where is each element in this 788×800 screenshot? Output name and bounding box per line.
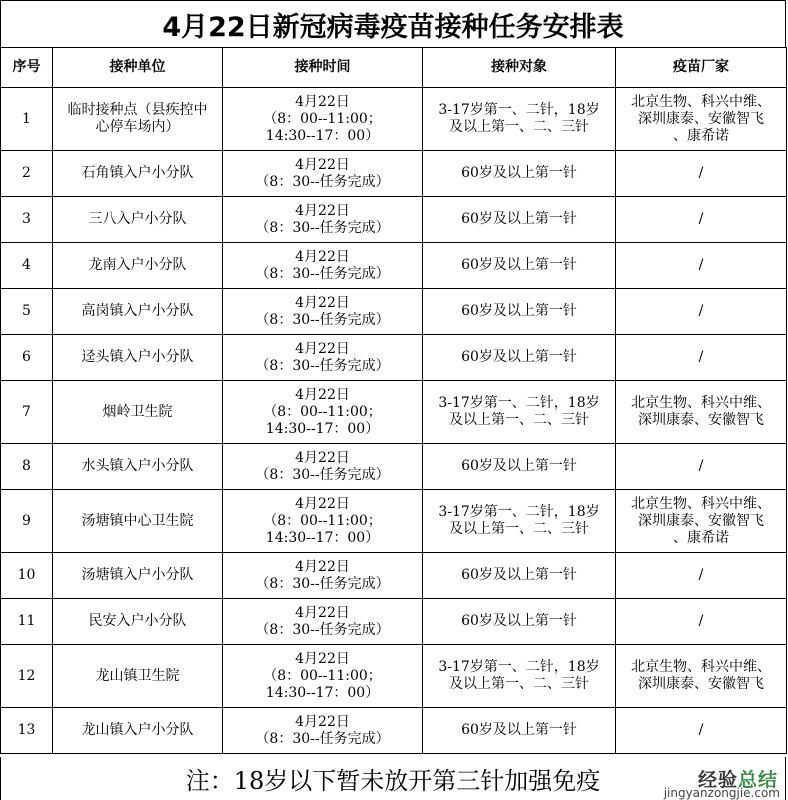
- cell-unit: [53, 88, 223, 151]
- cell-vendor: [616, 243, 787, 289]
- cell-unit-text: 汤塘镇中心卫生院: [81, 512, 194, 529]
- cell-no-text: 11: [17, 613, 36, 629]
- cell-no-text: 2: [22, 165, 31, 181]
- cell-no-text: 13: [17, 722, 36, 738]
- table-row: [1, 490, 787, 553]
- cell-vendor-text: /: [698, 211, 704, 227]
- cell-time-text: 4月22日 （8：30--任务完成）: [255, 156, 390, 190]
- table-row: [1, 243, 787, 289]
- cell-no-text: 4: [22, 257, 31, 273]
- cell-vendor-text: 北京生物、科兴中维、 深圳康泰、安徽智飞 、康希诺: [631, 93, 771, 144]
- cell-no: [1, 88, 53, 151]
- cell-target: [423, 599, 616, 645]
- cell-target-text: 60岁及以上第一针: [461, 613, 577, 629]
- cell-no-text: 1: [22, 110, 31, 127]
- cell-time: [223, 289, 423, 335]
- cell-vendor-text: 北京生物、科兴中维、 深圳康泰、安徽智飞: [631, 395, 771, 428]
- cell-no-text: 8: [22, 458, 31, 474]
- cell-time: [223, 151, 423, 197]
- cell-time-text: 4月22日 （8：30--任务完成）: [255, 713, 390, 747]
- cell-unit: [53, 553, 223, 599]
- cell-vendor: [616, 88, 787, 151]
- cell-unit: [53, 645, 223, 708]
- cell-target: [423, 243, 616, 289]
- table-row: [1, 708, 787, 754]
- cell-vendor: [616, 197, 787, 243]
- cell-no: [1, 553, 53, 599]
- cell-time: [223, 335, 423, 381]
- cell-unit-text: 民安入户小分队: [88, 613, 187, 629]
- cell-vendor: [616, 553, 787, 599]
- table-row: [1, 289, 787, 335]
- cell-no: [1, 197, 53, 243]
- cell-vendor-text: /: [698, 567, 704, 583]
- cell-unit: [53, 444, 223, 490]
- cell-vendor-text: /: [698, 303, 704, 319]
- cell-target-text: 3-17岁第一、二针，18岁 及以上第一、二、三针: [438, 102, 600, 135]
- cell-unit: [53, 599, 223, 645]
- watermark-url: jingyanzongjie.com: [663, 786, 780, 800]
- watermark-text-a: 经验: [697, 769, 738, 791]
- cell-vendor-text: /: [698, 165, 704, 181]
- cell-time-text: 4月22日 （8：30--任务完成）: [255, 340, 390, 374]
- cell-no: [1, 645, 53, 708]
- cell-no: [1, 289, 53, 335]
- cell-no-text: 10: [17, 567, 36, 583]
- cell-time: [223, 243, 423, 289]
- cell-target-text: 60岁及以上第一针: [461, 303, 577, 319]
- cell-target-text: 3-17岁第一、二针，18岁 及以上第一、二、三针: [438, 659, 600, 692]
- table-row: [1, 444, 787, 490]
- cell-time: [223, 197, 423, 243]
- cell-time-text: 4月22日 （8：00--11:00； 14:30--17：00）: [263, 386, 382, 437]
- header-time: 接种时间: [223, 48, 423, 88]
- cell-target: [423, 151, 616, 197]
- cell-no-text: 12: [17, 667, 36, 684]
- cell-unit-text: 龙山镇卫生院: [95, 667, 180, 684]
- cell-vendor-text: /: [698, 257, 704, 273]
- cell-time: [223, 645, 423, 708]
- header-unit: 接种单位: [53, 48, 223, 88]
- cell-no: [1, 599, 53, 645]
- cell-time-text: 4月22日 （8：30--任务完成）: [255, 202, 390, 236]
- cell-time: [223, 444, 423, 490]
- cell-vendor: [616, 645, 787, 708]
- cell-vendor-text: /: [698, 458, 704, 474]
- cell-vendor: [616, 708, 787, 754]
- cell-time-text: 4月22日 （8：30--任务完成）: [255, 449, 390, 483]
- cell-target-text: 60岁及以上第一针: [461, 567, 577, 583]
- table-body: [1, 88, 787, 754]
- cell-target: [423, 553, 616, 599]
- cell-no-text: 5: [22, 303, 31, 319]
- cell-target: [423, 444, 616, 490]
- cell-unit-text: 迳头镇入户小分队: [81, 349, 194, 365]
- cell-target: [423, 197, 616, 243]
- cell-vendor-text: /: [698, 722, 704, 738]
- cell-no-text: 7: [22, 403, 31, 420]
- cell-time: [223, 553, 423, 599]
- cell-time-text: 4月22日 （8：30--任务完成）: [255, 558, 390, 592]
- cell-unit: [53, 335, 223, 381]
- cell-vendor-text: 北京生物、科兴中维、 深圳康泰、安徽智飞 、康希诺: [631, 495, 771, 546]
- cell-no: [1, 490, 53, 553]
- cell-no: [1, 243, 53, 289]
- cell-vendor: [616, 444, 787, 490]
- cell-time-text: 4月22日 （8：30--任务完成）: [255, 294, 390, 328]
- cell-target: [423, 708, 616, 754]
- cell-target-text: 60岁及以上第一针: [461, 458, 577, 474]
- table-row: [1, 599, 787, 645]
- cell-target-text: 3-17岁第一、二针，18岁 及以上第一、二、三针: [438, 504, 600, 537]
- page-title: 4月22日新冠病毒疫苗接种任务安排表: [0, 0, 786, 48]
- cell-target: [423, 289, 616, 335]
- cell-unit-text: 水头镇入户小分队: [81, 458, 194, 474]
- cell-vendor: [616, 151, 787, 197]
- cell-time: [223, 381, 423, 444]
- cell-vendor: [616, 381, 787, 444]
- cell-unit-text: 三八入户小分队: [88, 211, 187, 227]
- cell-time: [223, 599, 423, 645]
- header-no: 序号: [1, 48, 53, 88]
- cell-unit-text: 龙山镇入户小分队: [81, 722, 194, 738]
- cell-unit-text: 高岗镇入户小分队: [81, 303, 194, 319]
- header-target: 接种对象: [423, 48, 616, 88]
- cell-time-text: 4月22日 （8：30--任务完成）: [255, 248, 390, 282]
- cell-target-text: 60岁及以上第一针: [461, 722, 577, 738]
- cell-no-text: 9: [22, 512, 31, 529]
- cell-time-text: 4月22日 （8：00--11:00； 14:30--17：00）: [263, 495, 382, 546]
- cell-time: [223, 88, 423, 151]
- watermark-text-b: 总结: [737, 769, 778, 791]
- cell-no: [1, 151, 53, 197]
- table-header-row: [1, 48, 787, 88]
- footnote: 注：18岁以下暂未放开第三针加强免疫: [0, 757, 786, 800]
- cell-vendor-text: /: [698, 613, 704, 629]
- cell-target-text: 60岁及以上第一针: [461, 165, 577, 181]
- cell-unit-text: 汤塘镇入户小分队: [81, 567, 194, 583]
- cell-no: [1, 708, 53, 754]
- cell-target: [423, 88, 616, 151]
- table-row: [1, 553, 787, 599]
- table-row: [1, 381, 787, 444]
- cell-vendor-text: /: [698, 349, 704, 365]
- cell-unit: [53, 289, 223, 335]
- cell-target-text: 60岁及以上第一针: [461, 211, 577, 227]
- cell-vendor: [616, 335, 787, 381]
- cell-no: [1, 381, 53, 444]
- cell-unit: [53, 490, 223, 553]
- cell-no-text: 3: [22, 211, 31, 227]
- cell-unit: [53, 197, 223, 243]
- cell-unit: [53, 151, 223, 197]
- cell-target-text: 3-17岁第一、二针，18岁 及以上第一、二、三针: [438, 395, 600, 428]
- cell-time: [223, 490, 423, 553]
- cell-target: [423, 381, 616, 444]
- table-row: [1, 88, 787, 151]
- cell-unit: [53, 381, 223, 444]
- cell-unit: [53, 243, 223, 289]
- cell-target: [423, 645, 616, 708]
- cell-no-text: 6: [22, 349, 31, 365]
- cell-target-text: 60岁及以上第一针: [461, 349, 577, 365]
- cell-vendor: [616, 289, 787, 335]
- cell-target: [423, 490, 616, 553]
- cell-target-text: 60岁及以上第一针: [461, 257, 577, 273]
- schedule-table: [0, 47, 787, 754]
- cell-vendor-text: 北京生物、科兴中维、 深圳康泰、安徽智飞: [631, 659, 771, 692]
- cell-vendor: [616, 599, 787, 645]
- table-row: [1, 335, 787, 381]
- cell-no: [1, 335, 53, 381]
- cell-time-text: 4月22日 （8：00--11:00； 14:30--17：00）: [263, 93, 382, 144]
- cell-time-text: 4月22日 （8：30--任务完成）: [255, 604, 390, 638]
- cell-time-text: 4月22日 （8：00--11:00； 14:30--17：00）: [263, 650, 382, 701]
- table-row: [1, 645, 787, 708]
- cell-target: [423, 335, 616, 381]
- header-vendor: 疫苗厂家: [616, 48, 787, 88]
- cell-unit-text: 临时接种点（县疾控中 心停车场内）: [67, 102, 208, 135]
- cell-time: [223, 708, 423, 754]
- cell-no: [1, 444, 53, 490]
- table-row: [1, 151, 787, 197]
- table-row: [1, 197, 787, 243]
- cell-unit: [53, 708, 223, 754]
- cell-unit-text: 石角镇入户小分队: [81, 165, 194, 181]
- cell-vendor: [616, 490, 787, 553]
- cell-unit-text: 烟岭卫生院: [102, 403, 173, 420]
- cell-unit-text: 龙南入户小分队: [88, 257, 187, 273]
